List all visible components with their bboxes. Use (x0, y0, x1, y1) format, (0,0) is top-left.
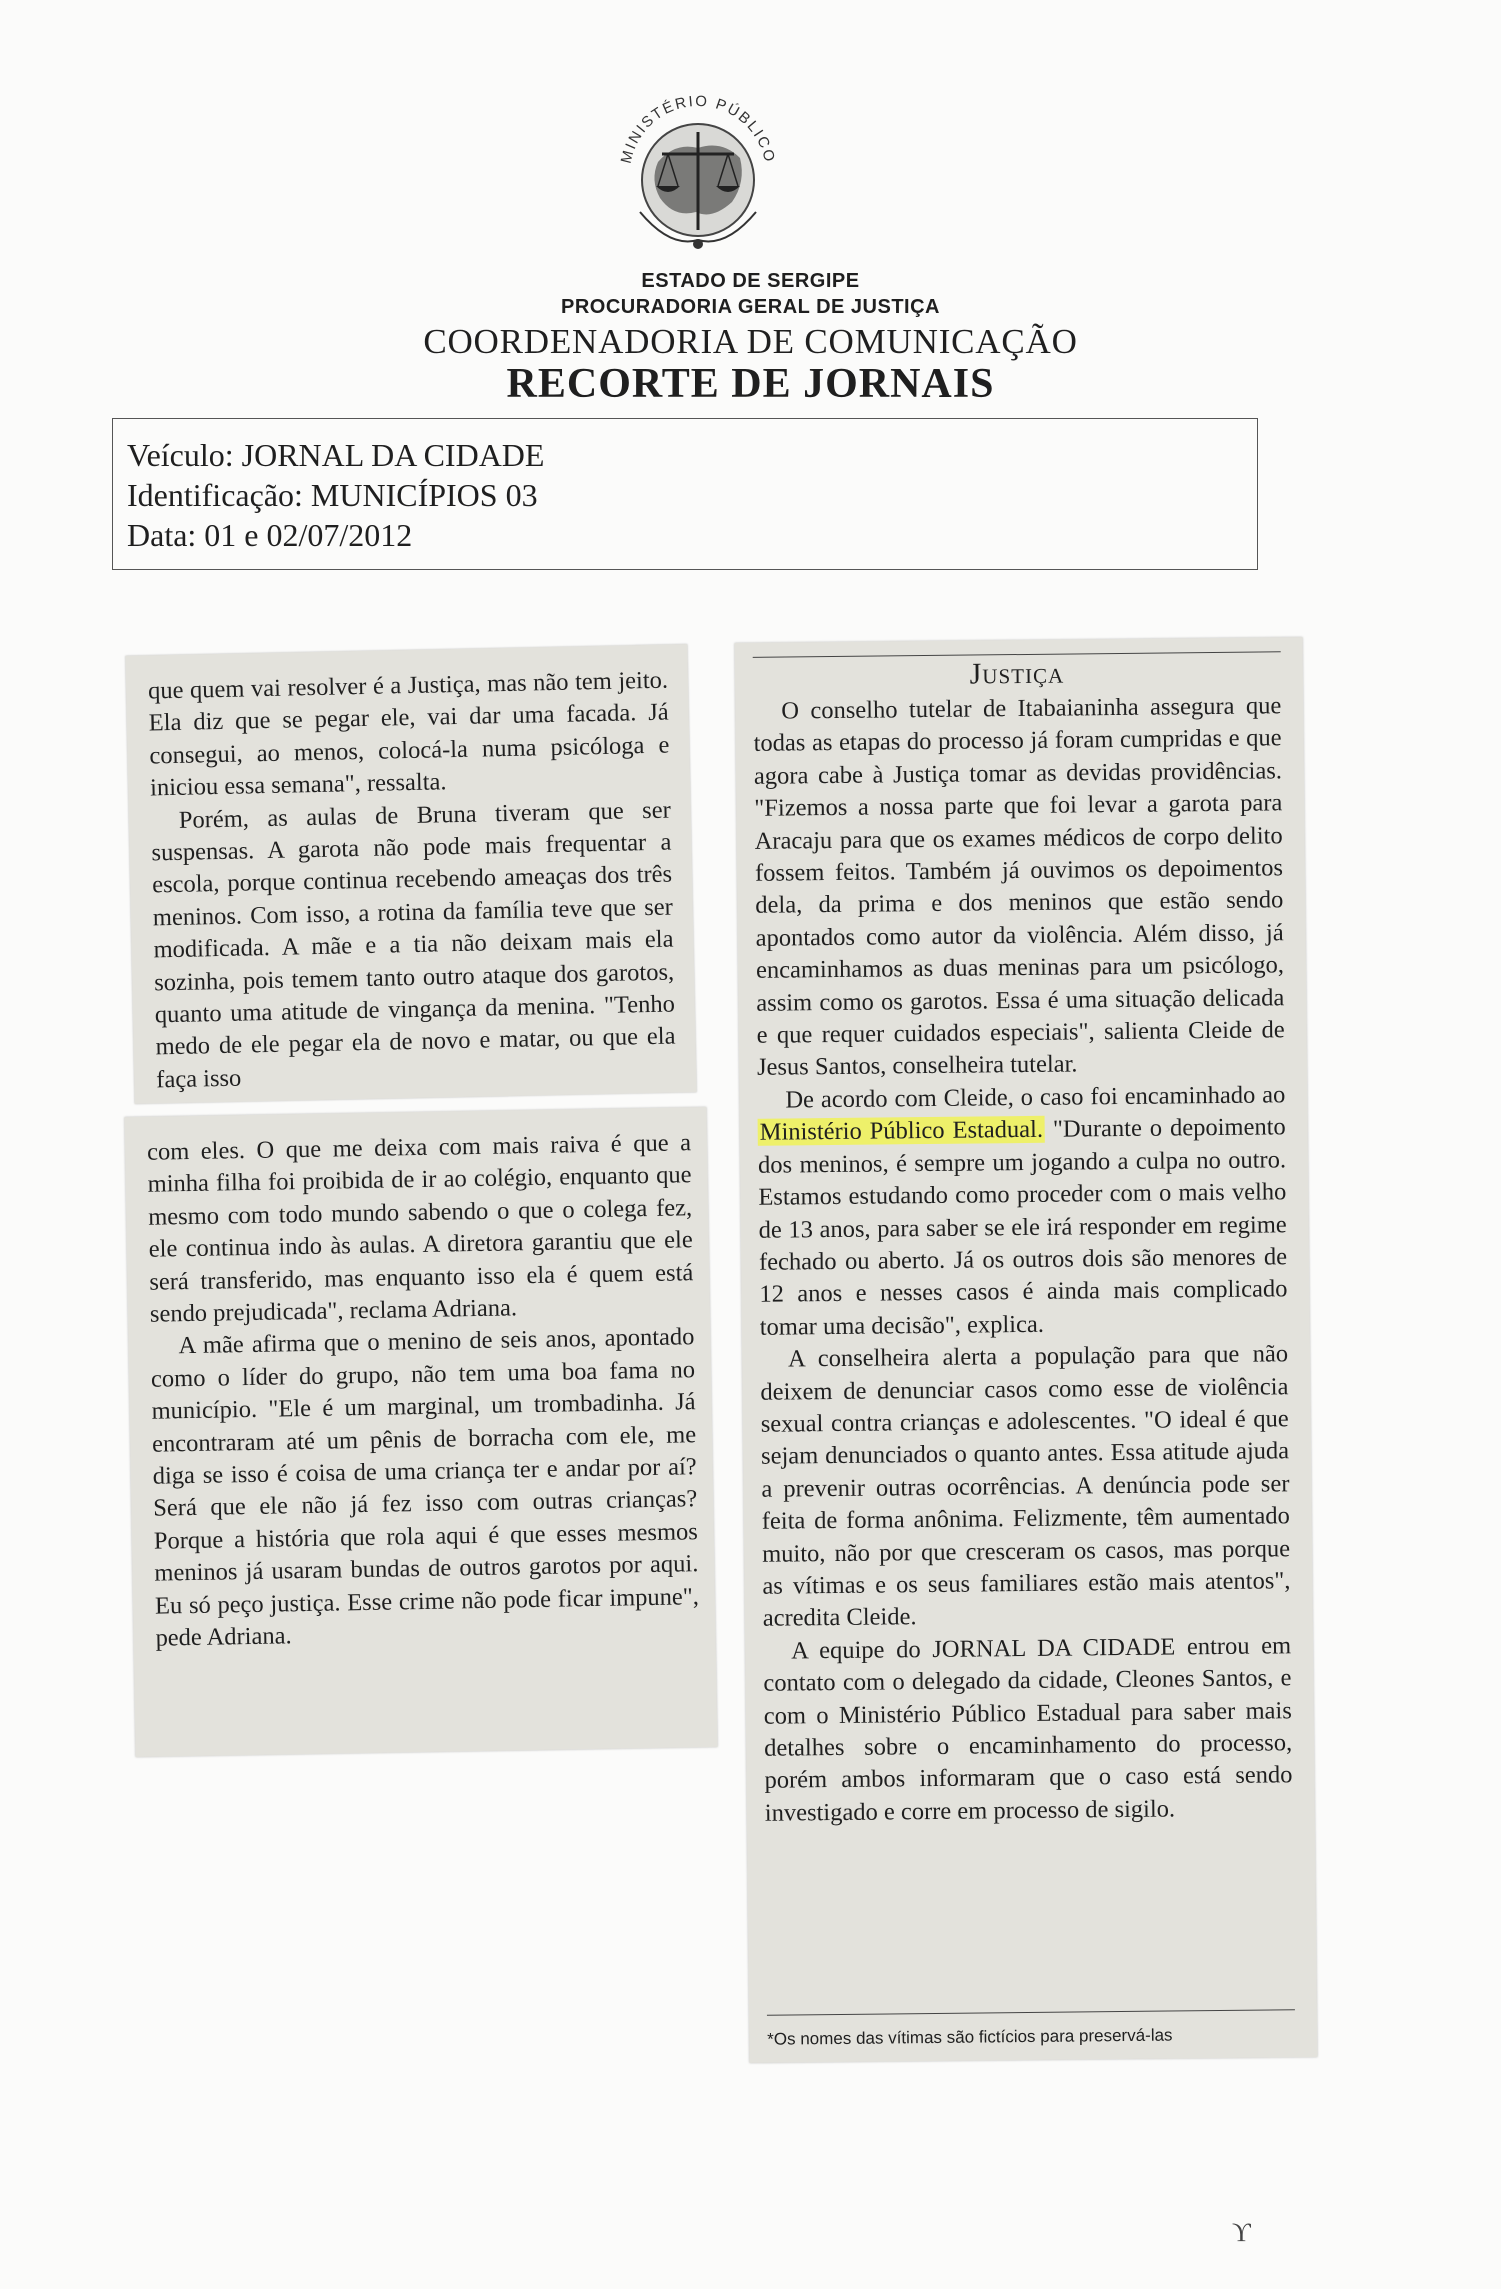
footnote: *Os nomes das vítimas são fictícios para preservá-las (767, 2009, 1295, 2050)
paragraph-text: De acordo com Cleide, o caso foi encaminhado ao (785, 1081, 1286, 1114)
article-paragraph: O conselho tutelar de Itabaianinha assegura que todas as etapas do processo já foram cumpridas e que agora cabe à Justiça tomar as devidas providências. "Fizemos a nossa parte que foi levar a garota para Aracaju para que os exames médicos de corpo delito fossem feitos. Também já ouvimos os depoimentos dela, da prima e dos meninos que estão sendo apontados como autor da violência. Além disso, já encaminhamos as duas meninas para um psicólogo, assim como os garotos. Essa é uma situação delicada e que requer cuidados especiais", salienta Cleide de Jesus Santos, conselheira tutelar. (753, 692, 1285, 1082)
article-paragraph (757, 1079, 1288, 1344)
page-title: RECORTE DE JORNAIS (506, 361, 995, 407)
article-paragraph: com eles. O que me deixa com mais raiva é que a minha filha foi proibida de ir ao colégio, enquanto que mesmo com todo mundo sabendo o que o colega fez, ele continua indo às aulas. A diretora garantiu que ele será transferido, mas enquanto isso ela é quem está sendo prejudicada", reclama Adriana. (146, 1129, 694, 1328)
date-line: Data: 01 e 02/07/2012 (127, 517, 413, 553)
article-paragraph: Porém, as aulas de Bruna tiveram que ser suspensas. A garota não pode mais frequentar a escola, porque continua recebendo ameaças dos três meninos. Com isso, a rotina da família teve que ser modificada. A mãe e a tia não deixam mais ela sozinha, pois temem tanto outro ataque dos garotos, quanto uma atitude de vingança da menina. "Tenho medo de ele pegar ela de novo e matar, ou que ela faça isso (151, 796, 676, 1094)
header-state: ESTADO DE SERGIPE (641, 270, 860, 292)
header-office: PROCURADORIA GERAL DE JUSTIÇA (561, 296, 940, 318)
highlighted-text: Ministério Público Estadual. (759, 1116, 1044, 1147)
article-paragraph: A equipe do JORNAL DA CIDADE entrou em contato com o delegado da cidade, Cleones Santos, e com o Ministério Público Estadual para saber mais detalhes sobre o encaminhamento do processo, porém ambos informaram que o caso está sendo investigado e corre em processo de sigilo. (763, 1632, 1293, 1827)
paragraph-text: "Durante o depoimento dos meninos, é sempre um jogando a culpa no outro. Estamos estudando como proceder com o mais velho de 13 anos, para saber se ele irá responder em regime fechado ou aberto. Já os outros dois são menores de 12 anos e nesses casos é ainda mais complicado tomar uma decisão", explica. (757, 1113, 1288, 1341)
vehicle-line: Veículo: JORNAL DA CIDADE (127, 437, 545, 473)
newspaper-clipping-left-top (125, 644, 696, 1104)
newspaper-clipping-right (735, 637, 1318, 2063)
article-paragraph: A conselheira alerta a população para que não deixem de denunciar casos como esse de violência sexual contra crianças e adolescentes. "O ideal é que sejam denunciados o quanto antes. Essa atitude ajuda a prevenir outras ocorrências. A denúncia pode ser feita de forma anônima. Felizmente, têm aumentado muito, não por que cresceram os casos, mas porque as vítimas e os seus familiares estão mais atentos", acredita Cleide. (760, 1340, 1291, 1633)
section-heading: Justiça (753, 651, 1281, 694)
article-paragraph: que quem vai resolver é a Justiça, mas não tem jeito. Ela diz que se pegar ele, vai dar uma facada. Já consegui, ao menos, colocá-la numa psicóloga e iniciou essa semana", ressalta. (147, 666, 670, 802)
seal-ring-text: MINISTÉRIO PÚBLICO (617, 92, 779, 166)
ministerio-publico-seal-icon (600, 62, 796, 262)
identification-line: Identificação: MUNICÍPIOS 03 (127, 477, 538, 513)
article-paragraph: A mãe afirma que o menino de seis anos, apontado como o líder do grupo, não tem uma boa fama no município. "Ele é um marginal, um trombadinha. Já encontraram até um pênis de borracha com ele, me diga se isso é coisa de uma criança ter e andar por aí? Será que ele não já fez isso com outras crianças? Porque a história que rola aqui é que esses mesmos meninos já usaram bundas de outros garotos por aqui. Eu só peço justiça. Esse crime não pode ficar impune", pede Adriana. (150, 1323, 700, 1652)
clipping-info-box (112, 418, 1258, 570)
header-department: COORDENADORIA DE COMUNICAÇÃO (423, 322, 1078, 361)
stray-pen-mark: ϒ (1232, 2218, 1251, 2247)
newspaper-clipping-left-bottom (124, 1107, 717, 1757)
